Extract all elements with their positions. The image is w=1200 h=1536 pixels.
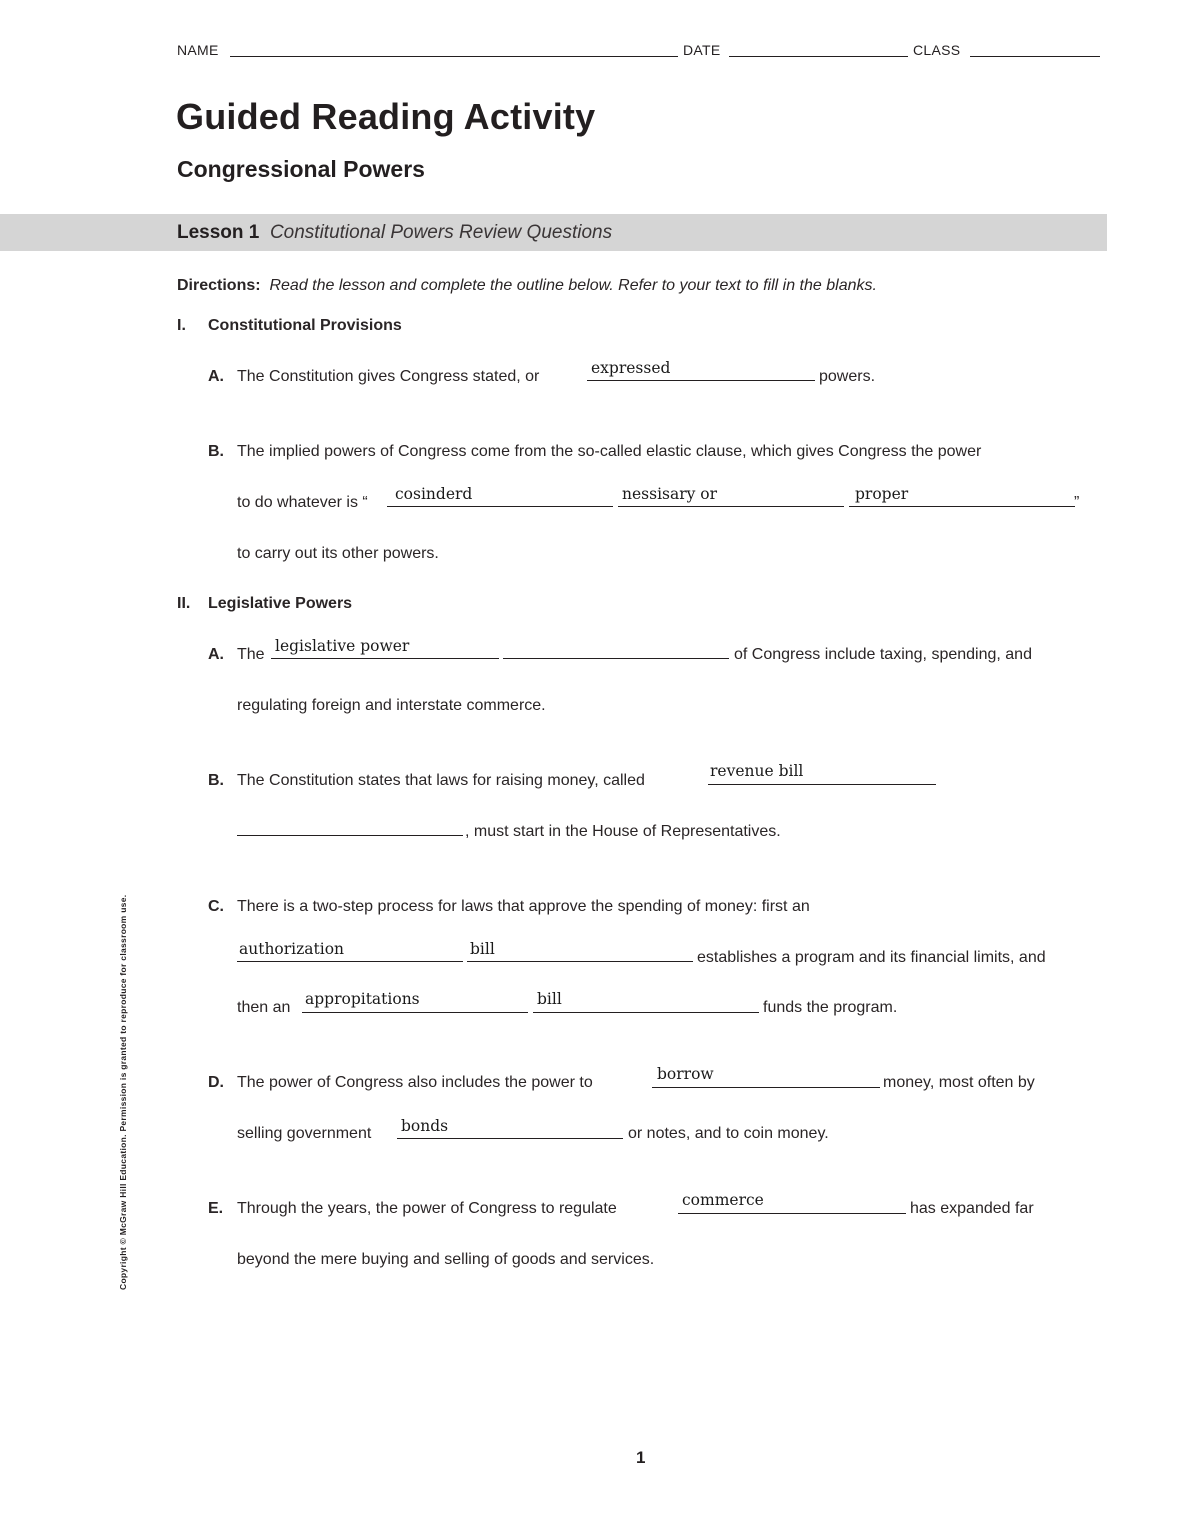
item-1b-label: B. — [208, 443, 224, 460]
item-2e-before: Through the years, the power of Congress to regulate — [237, 1200, 617, 1217]
item-2c-before3: then an — [237, 999, 291, 1016]
lesson-heading — [177, 222, 612, 244]
item-1a-answer[interactable]: expressed — [591, 359, 671, 377]
item-2d-blank-2[interactable] — [397, 1138, 623, 1139]
item-2e-label: E. — [208, 1200, 224, 1217]
item-2d-before2: selling government — [237, 1125, 372, 1142]
item-2c-label: C. — [208, 898, 224, 915]
item-2d-label: D. — [208, 1074, 224, 1091]
item-2d-after2: or notes, and to coin money. — [628, 1125, 829, 1142]
lesson-number: Lesson 1 — [177, 222, 260, 243]
directions-text: Read the lesson and complete the outline below. Refer to your text to fill in the blanks. — [269, 277, 877, 294]
item-2c-after3: funds the program. — [763, 999, 898, 1016]
page-number: 1 — [636, 1448, 646, 1467]
copyright-notice: Copyright © McGraw Hill Education. Permission is granted to reproduce for classroom use. — [118, 894, 128, 1290]
item-1b-blank-3[interactable] — [849, 506, 1075, 507]
item-2d-after: money, most often by — [883, 1074, 1035, 1091]
item-2c-answer-4[interactable]: bill — [537, 990, 562, 1008]
section-2-numeral: II. — [177, 595, 191, 612]
item-2e-blank[interactable] — [678, 1213, 906, 1214]
directions-label: Directions: — [177, 277, 261, 294]
item-2c-line1: There is a two-step process for laws that approve the spending of money: first an — [237, 898, 810, 915]
item-1b-after: ” — [1074, 494, 1080, 511]
item-2b-label: B. — [208, 772, 224, 789]
item-2c-after2: establishes a program and its financial limits, and — [697, 949, 1046, 966]
item-1b-line3: to carry out its other powers. — [237, 545, 439, 562]
item-2e-line2: beyond the mere buying and selling of goods and services. — [237, 1251, 655, 1268]
item-1b-blank-2[interactable] — [618, 506, 844, 507]
directions — [177, 277, 877, 295]
item-1b-answer-2[interactable]: nessisary or — [622, 485, 718, 503]
item-2a-answer[interactable]: legislative power — [275, 637, 410, 655]
name-field[interactable] — [230, 56, 678, 57]
item-1a-text: The Constitution gives Congress stated, or — [237, 368, 540, 385]
header-fields — [177, 40, 1100, 62]
item-1b-before: to do whatever is “ — [237, 494, 368, 511]
page-subtitle: Congressional Powers — [177, 156, 425, 182]
class-field[interactable] — [970, 56, 1100, 57]
item-1b-blank-1[interactable] — [387, 506, 613, 507]
item-2d-blank-1[interactable] — [652, 1087, 880, 1088]
item-2b-line2: , must start in the House of Representatives. — [465, 823, 781, 840]
item-2a-blank-2[interactable] — [503, 658, 729, 659]
lesson-name: Constitutional Powers Review Questions — [269, 222, 613, 243]
item-2d-before: The power of Congress also includes the power to — [237, 1074, 593, 1091]
section-2-title: Legislative Powers — [208, 595, 353, 612]
item-2a-line2: regulating foreign and interstate commerce. — [237, 697, 546, 714]
item-2a-blank-1[interactable] — [271, 658, 499, 659]
item-2e-after: has expanded far — [910, 1200, 1034, 1217]
item-1b-line1: The implied powers of Congress come from the so-called elastic clause, which gives Congress the power — [237, 443, 982, 460]
item-2b-blank-2[interactable] — [237, 835, 463, 836]
item-2b-blank-1[interactable] — [708, 784, 936, 785]
page-title: Guided Reading Activity — [176, 96, 596, 137]
item-2c-answer-3[interactable]: appropitations — [305, 990, 420, 1008]
class-label: CLASS — [913, 42, 961, 58]
item-2a-label: A. — [208, 646, 224, 663]
item-2c-answer-2[interactable]: bill — [470, 940, 495, 958]
item-1a-text-after: powers. — [819, 368, 876, 385]
item-2a-after: of Congress include taxing, spending, and — [734, 646, 1032, 663]
item-2c-answer-1[interactable]: authorization — [239, 940, 345, 958]
item-2c-blank-4[interactable] — [533, 1012, 759, 1013]
item-2d-answer-1[interactable]: borrow — [657, 1065, 714, 1083]
item-1a-blank[interactable] — [587, 380, 815, 381]
item-2c-blank-1[interactable] — [237, 961, 463, 962]
item-1b-answer-1[interactable]: cosinderd — [395, 485, 473, 503]
name-label: NAME — [177, 42, 219, 58]
item-2e-answer[interactable]: commerce — [682, 1191, 764, 1209]
item-2b-before: The Constitution states that laws for raising money, called — [237, 772, 645, 789]
date-field[interactable] — [729, 56, 908, 57]
item-1b-answer-3[interactable]: proper — [855, 485, 909, 503]
section-1-title: Constitutional Provisions — [208, 317, 402, 334]
item-2d-answer-2[interactable]: bonds — [401, 1117, 449, 1135]
item-2c-blank-2[interactable] — [467, 961, 693, 962]
item-1a-label: A. — [208, 368, 224, 385]
item-2c-blank-3[interactable] — [302, 1012, 528, 1013]
section-1-numeral: I. — [177, 317, 186, 334]
item-2b-answer[interactable]: revenue bill — [710, 762, 804, 780]
date-label: DATE — [683, 42, 721, 58]
item-2a-before: The — [237, 646, 265, 663]
